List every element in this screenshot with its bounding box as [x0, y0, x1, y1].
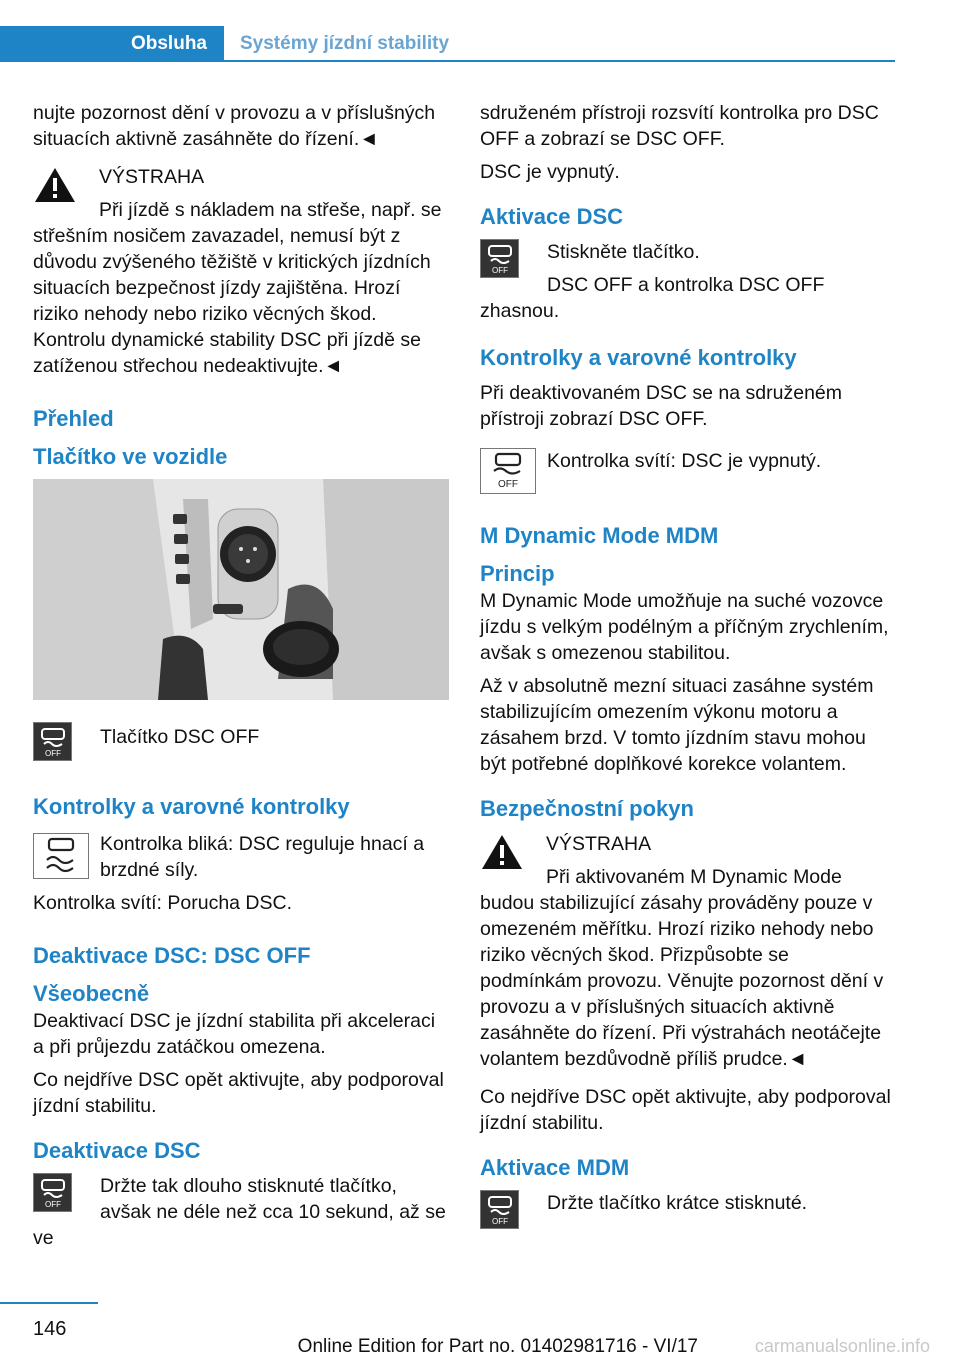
header-divider — [0, 60, 895, 62]
footer-divider — [0, 1302, 98, 1304]
dsc-indicator-icon — [33, 833, 89, 879]
dsc-off-icon — [480, 239, 519, 278]
dsc-indicator-icon — [480, 448, 536, 494]
kontrolky-left-text-1: Kontrolka bliká: DSC reguluje hnací a brzdné síly. — [100, 833, 425, 881]
aktivace-mdm-text: Držte tlačítko krátce stisknuté. — [547, 1192, 808, 1214]
heading-deaktivace-dsc: Deaktivace DSC — [33, 1138, 201, 1163]
heading-princip: Princip — [480, 561, 555, 586]
kontrolky-right-icon-text: Kontrolka svítí: DSC je vypnutý. — [547, 450, 822, 472]
princip-text-1: M Dynamic Mode umožňuje na suché vozovce jízdu s velkým podélným a příčným zrychlením, avšak s omezenou stabilitou. — [480, 590, 889, 664]
kontrolky-left-row — [33, 831, 449, 916]
aktivace-dsc-text-1: Stiskněte tlačítko. — [547, 241, 700, 263]
button-dsc-off-row — [33, 722, 449, 767]
deaktivace-dsc-row — [33, 1173, 449, 1251]
vseobecne-text-2: Co nejdříve DSC opět aktivujte, aby podporoval jízdní stabilitu. — [33, 1069, 444, 1117]
left-warning-title: VÝSTRAHA — [99, 166, 205, 188]
aktivace-dsc-row — [480, 239, 896, 324]
left-warning-block — [33, 164, 449, 379]
aktivace-dsc-text-2: DSC OFF a kontrolka DSC OFF zhasnou. — [480, 274, 825, 322]
button-dsc-off-caption: Tlačítko DSC OFF — [100, 726, 260, 748]
right-warning-block — [480, 831, 896, 1072]
watermark: carmanualsonline.info — [754, 1336, 930, 1356]
right-intro-text: sdruženém přístroji rozsvítí kontrolka pro DSC OFF a zobrazí se DSC OFF. — [480, 102, 879, 150]
kontrolky-left-text-2: Kontrolka svítí: Porucha DSC. — [33, 892, 293, 914]
heading-deaktivace-dsc-off: Deaktivace DSC: DSC OFF — [33, 943, 311, 968]
aktivace-mdm-row — [480, 1190, 896, 1235]
warning-triangle-icon — [480, 833, 524, 871]
left-warning-text: Při jízdě s nákladem na střeše, např. se střešním nosičem zavazadel, nemusí být z důvodu zvýšeného těžiště v kritických jízdních situacích bezpečnost jízdy zajištěna. Hrozí riziko nehody nebo riziko věcných škod. Kontrolu dynamické stability DSC při jízdě se zatíženou střechou nedeaktivujte.◄ — [33, 199, 442, 377]
kontrolky-right-icon-row — [480, 448, 896, 500]
svg-text:OFF: OFF — [498, 479, 518, 490]
right-warning-text: Při aktivovaném M Dynamic Mode budou stabilizující zásahy prováděny pouze v omezeném měřítku. Hrozí riziko nehody nebo riziko věcných škod. Přizpůsobte se podmínkám provozu. Věnujte pozornost dění v provozu a v příslušných situacích aktivně zasáhněte do řízení. Při výstrahách neotáčejte volantem bezdůvodně příliš prudce.◄ — [480, 866, 884, 1070]
heading-bezpecnostni-pokyn: Bezpečnostní pokyn — [480, 796, 694, 821]
right-reactivate-text: Co nejdříve DSC opět aktivujte, aby podporoval jízdní stabilitu. — [480, 1086, 891, 1134]
princip-text-2: Až v absolutně mezní situaci zasáhne systém stabilizujícím omezením výkonu motoru a zásahem brzd. V tomto jízdním stavu mohou být potřebné doplňkové korekce volantem. — [480, 675, 874, 775]
deaktivace-dsc-text: Držte tak dlouho stisknuté tlačítko, avšak ne déle než cca 10 sekund, až se ve — [33, 1175, 446, 1249]
heading-aktivace-dsc: Aktivace DSC — [480, 204, 624, 229]
dsc-off-icon — [480, 1190, 519, 1229]
svg-text:OFF: OFF — [491, 265, 508, 275]
svg-text:OFF: OFF — [491, 1216, 508, 1226]
heading-tlacitko-ve-vozidle: Tlačítko ve vozidle — [33, 444, 228, 469]
warning-triangle-icon — [33, 166, 77, 204]
kontrolky-right-text: Při deaktivovaném DSC se na sdruženém přístroji zobrazí DSC OFF. — [480, 382, 842, 430]
header-tabbar — [0, 0, 960, 62]
heading-kontrolky-right: Kontrolky a varovné kontrolky — [480, 345, 797, 370]
right-intro-text-2: DSC je vypnutý. — [480, 161, 620, 183]
center-console-photo — [33, 479, 449, 700]
svg-text:OFF: OFF — [44, 1199, 61, 1209]
right-warning-title: VÝSTRAHA — [546, 833, 652, 855]
heading-aktivace-mdm: Aktivace MDM — [480, 1155, 630, 1180]
left-column — [33, 100, 449, 1251]
heading-prehled: Přehled — [33, 406, 114, 431]
vseobecne-text-1: Deaktivací DSC je jízdní stabilita při akceleraci a při průjezdu zatáčkou omezena. — [33, 1010, 436, 1058]
dsc-off-icon — [33, 722, 72, 761]
heading-kontrolky-left: Kontrolky a varovné kontrolky — [33, 794, 350, 819]
heading-vseobecne: Všeobecně — [33, 981, 150, 1006]
svg-text:OFF: OFF — [44, 748, 61, 758]
edition-text: Online Edition for Part no. 01402981716 - VI/17 — [297, 1336, 698, 1357]
tab-systemy-jizdni-stability[interactable]: Systémy jízdní stability — [240, 33, 450, 54]
tab-obsluha[interactable]: Obsluha — [0, 26, 224, 61]
left-intro-text: nujte pozornost dění v provozu a v příslušných situacích aktivně zasáhněte do řízení.◄ — [33, 102, 436, 150]
right-column — [480, 100, 896, 1235]
dsc-off-icon — [33, 1173, 72, 1212]
heading-m-dynamic-mode: M Dynamic Mode MDM — [480, 523, 719, 548]
page-number: 146 — [33, 1318, 67, 1340]
